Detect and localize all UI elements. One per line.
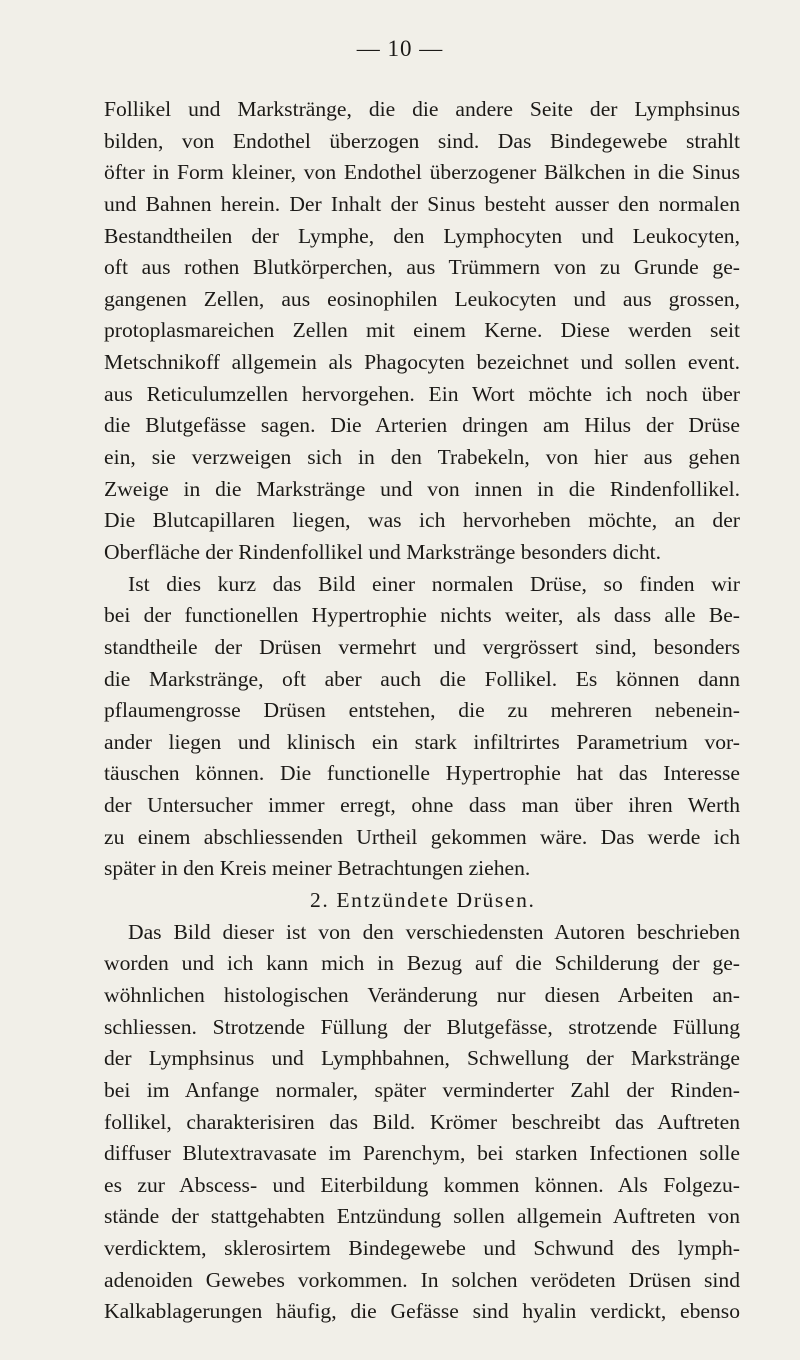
text-line: protoplasmareichen Zellen mit einem Kerne. Diese werden seit xyxy=(104,318,740,343)
text-line: öfter in Form kleiner, von Endothel überzogener Bälkchen in die Sinus xyxy=(104,160,740,185)
text-line: Bestandtheilen der Lymphe, den Lymphocyten und Leukocyten, xyxy=(104,223,740,248)
text-line: Follikel und Markstränge, die die andere Seite der Lymphsinus xyxy=(104,97,740,121)
text-line: der Lymphsinus und Lymphbahnen, Schwellung der Markstränge xyxy=(104,1046,740,1071)
text-line: adenoiden Gewebes vorkommen. In solchen verödeten Drüsen sind xyxy=(104,1267,740,1292)
body-text xyxy=(104,94,740,1328)
text-line: standtheile der Drüsen vermehrt und vergrössert sind, besonders xyxy=(104,634,740,659)
text-line: bilden, von Endothel überzogen sind. Das Bindegewebe strahlt xyxy=(104,128,740,153)
text-line: später in den Kreis meiner Betrachtungen ziehen. xyxy=(104,856,531,881)
text-line: stände der stattgehabten Entzündung sollen allgemein Auftreten von xyxy=(104,1204,740,1229)
text-line: worden und ich kann mich in Bezug auf die Schilderung der ge- xyxy=(104,951,740,976)
text-line: gangenen Zellen, aus eosinophilen Leukocyten und aus grossen, xyxy=(104,286,740,311)
text-line: Kalkablagerungen häufig, die Gefässe sind hyalin verdickt, ebenso xyxy=(104,1299,740,1324)
text-line: verdicktem, sklerosirtem Bindegewebe und Schwund des lymph- xyxy=(104,1236,740,1261)
text-line: Metschnikoff allgemein als Phagocyten bezeichnet und sollen event. xyxy=(104,350,740,375)
text-line: zu einem abschliessenden Urtheil gekommen wäre. Das werde ich xyxy=(104,824,740,849)
text-line: oft aus rothen Blutkörperchen, aus Trümmern von zu Grunde ge- xyxy=(104,255,740,280)
text-line: aus Reticulumzellen hervorgehen. Ein Wort möchte ich noch über xyxy=(104,381,740,406)
text-line: die Markstränge, oft aber auch die Follikel. Es können dann xyxy=(104,666,740,691)
text-line: und Bahnen herein. Der Inhalt der Sinus besteht ausser den normalen xyxy=(104,191,740,216)
text-line: diffuser Blutextravasate im Parenchym, bei starken Infectionen solle xyxy=(104,1141,740,1166)
text-line: bei der functionellen Hypertrophie nichts weiter, als dass alle Be- xyxy=(104,603,740,628)
page-number: — 10 — xyxy=(356,36,444,61)
text-line: die Blutgefässe sagen. Die Arterien dringen am Hilus der Drüse xyxy=(104,413,740,438)
text-line: wöhnlichen histologischen Veränderung nur diesen Arbeiten an- xyxy=(104,982,740,1007)
text-line: es zur Abscess- und Eiterbildung kommen können. Als Folgezu- xyxy=(104,1172,740,1197)
text-line: pflaumengrosse Drüsen entstehen, die zu mehreren nebenein- xyxy=(104,698,740,723)
text-line: ander liegen und klinisch ein stark infiltrirtes Parametrium vor- xyxy=(104,729,740,754)
text-line: ein, sie verzweigen sich in den Trabekeln, von hier aus gehen xyxy=(104,445,740,470)
text-line: Zweige in die Markstränge und von innen in die Rindenfollikel. xyxy=(104,476,740,501)
text-line: bei im Anfange normaler, später verminderter Zahl der Rinden- xyxy=(104,1077,740,1102)
text-line: täuschen können. Die functionelle Hypertrophie hat das Interesse xyxy=(104,761,740,786)
section-heading: 2. Entzündete Drüsen. xyxy=(310,888,536,913)
text-line: Ist dies kurz das Bild einer normalen Drüse, so finden wir xyxy=(128,571,740,596)
text-line: der Untersucher immer erregt, ohne dass man über ihren Werth xyxy=(104,793,740,818)
text-line: Die Blutcapillaren liegen, was ich hervorheben möchte, an der xyxy=(104,508,740,533)
text-line: Oberfläche der Rindenfollikel und Markstränge besonders dicht. xyxy=(104,539,662,564)
text-line: follikel, charakterisiren das Bild. Krömer beschreibt das Auftreten xyxy=(104,1109,740,1134)
text-line: Das Bild dieser ist von den verschiedensten Autoren beschrieben xyxy=(128,919,740,944)
text-line: schliessen. Strotzende Füllung der Blutgefässe, strotzende Füllung xyxy=(104,1014,740,1039)
